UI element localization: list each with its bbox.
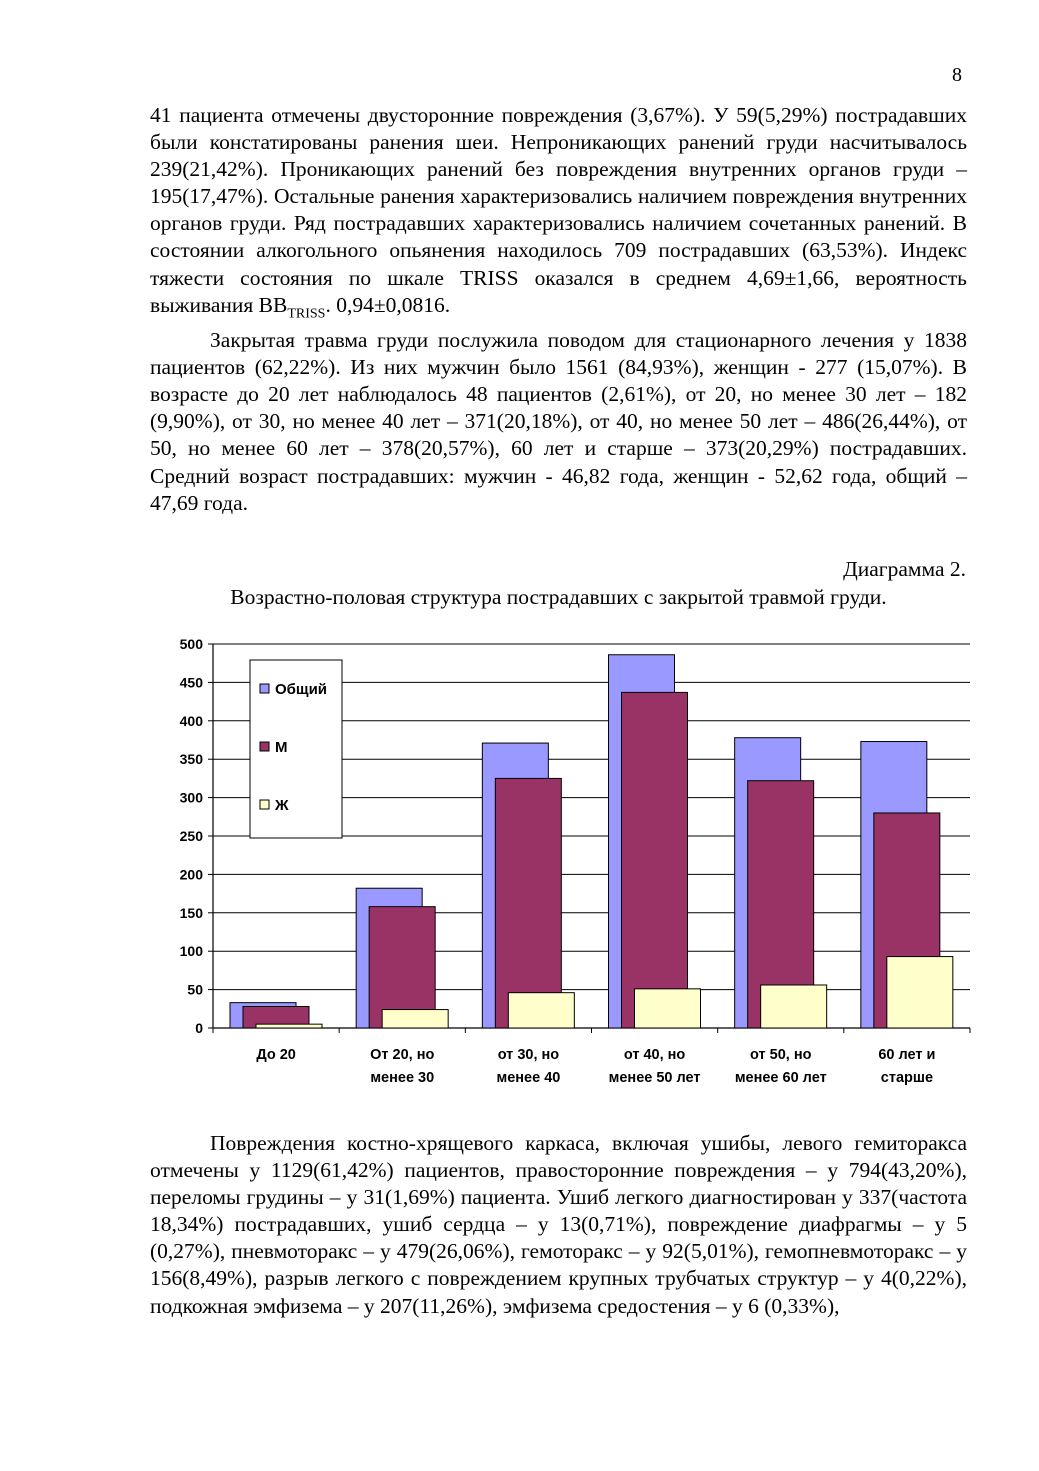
x-tick-label: от 40, но (623, 1047, 686, 1063)
diagram-title: Возрастно-половая структура пострадавших с закрытой травмой груди. (230, 585, 887, 609)
x-tick-label: старше (880, 1070, 934, 1086)
y-tick-label: 400 (179, 712, 203, 729)
y-tick-label: 100 (179, 943, 203, 960)
x-tick-label: 60 лет и (878, 1047, 936, 1063)
y-tick-label: 350 (179, 751, 203, 768)
y-tick-label: 200 (179, 866, 203, 883)
text-block-bottom (150, 1130, 967, 1320)
paragraph-2: Закрытая травма груди послужила поводом для стационарного лечения у 1838 пациентов (62,22%). Из них мужчин было 1561 (84,93%), женщин - 277 (15,07%). В возрасте до 20 лет наблюдалось 48 пациентов (2,61%), от 20, но менее 30 лет – 182 (9,90%), от 30, но менее 40 лет – 371(20,18%), от 40, но менее 50 лет – 486(26,44%), от 50, но менее 60 лет – 378(20,57%), 60 лет и старше – 373(20,29%) пострадавших. Средний возраст пострадавших: мужчин - 46,82 года, женщин - 52,62 года, общий – 47,69 года. (150, 328, 967, 515)
legend-swatch (260, 684, 269, 693)
x-tick-label: менее 50 лет (608, 1070, 701, 1086)
legend-label: М (275, 739, 288, 756)
bar-female (887, 957, 953, 1028)
bar-female (635, 989, 701, 1028)
y-tick-label: 300 (179, 789, 203, 806)
x-tick-label: До 20 (256, 1047, 296, 1063)
triss-subscript: TRISS (287, 305, 326, 321)
x-tick-label: менее 30 (370, 1070, 435, 1086)
bar-male (495, 778, 561, 1028)
y-tick-label: 0 (195, 1020, 203, 1036)
bar-female (508, 993, 574, 1028)
bar-female (761, 985, 827, 1028)
paragraph-3: Повреждения костно-хрящевого каркаса, включая ушибы, левого гемиторакса отмечены у 1129(61,42%) пациентов, правосторонние повреждения – у 794(43,20%), переломы грудины – у 31(1,69%) пациента. Ушиб легкого диагностирован у 337(частота 18,34%) пострадавших, ушиб сердца – у 13(0,71%), повреждение диафрагмы – у 5 (0,27%), пневмоторакс – у 479(26,06%), гемоторакс – у 92(5,01%), гемопневмоторакс – у 156(8,49%), разрыв легкого с повреждением крупных трубчатых структур – у 4(0,22%), подкожная эмфизема – у 207(11,26%), эмфизема средостения – у 6 (0,33%), (150, 1131, 967, 1318)
x-tick-label: от 50, но (750, 1047, 812, 1063)
y-tick-label: 50 (187, 981, 203, 998)
diagram-label: Диаграмма 2. (843, 557, 966, 581)
legend-swatch (260, 800, 269, 809)
y-tick-label: 500 (179, 636, 203, 652)
page-number: 8 (952, 64, 962, 86)
legend-label: Общий (275, 681, 328, 698)
y-tick-label: 450 (179, 674, 203, 691)
legend-swatch (260, 742, 269, 751)
y-tick-label: 150 (179, 904, 203, 921)
x-tick-label: менее 60 лет (734, 1070, 827, 1086)
bar-female (256, 1024, 322, 1028)
x-tick-label: менее 40 (496, 1070, 561, 1086)
paragraph-1-text: 41 пациента отмечены двусторонние повреждения (3,67%). У 59(5,29%) пострадавших были констатированы ранения шеи. Непроникающих ранений груди насчитывалось 239(21,42%). Проникающих ранений без повреждения внутренних органов груди – 195(17,47%). Остальные ранения характеризовались наличием повреждения внутренних органов груди. Ряд пострадавших характеризовались наличием сочетанных ранений. В состоянии алкогольного опьянения находилось 709 пострадавших (63,53%). Индекс тяжести состояния по шкале TRISS оказался в среднем 4,69±1,66, вероятность выживания ВВ (150, 103, 967, 317)
x-tick-label: От 20, но (370, 1047, 435, 1063)
paragraph-1-tail: . 0,94±0,0816. (325, 292, 451, 317)
bar-male (622, 692, 688, 1028)
bar-female (382, 1010, 448, 1028)
legend-label: Ж (275, 797, 289, 814)
x-tick-label: от 30, но (497, 1047, 560, 1063)
y-tick-label: 250 (179, 828, 203, 844)
